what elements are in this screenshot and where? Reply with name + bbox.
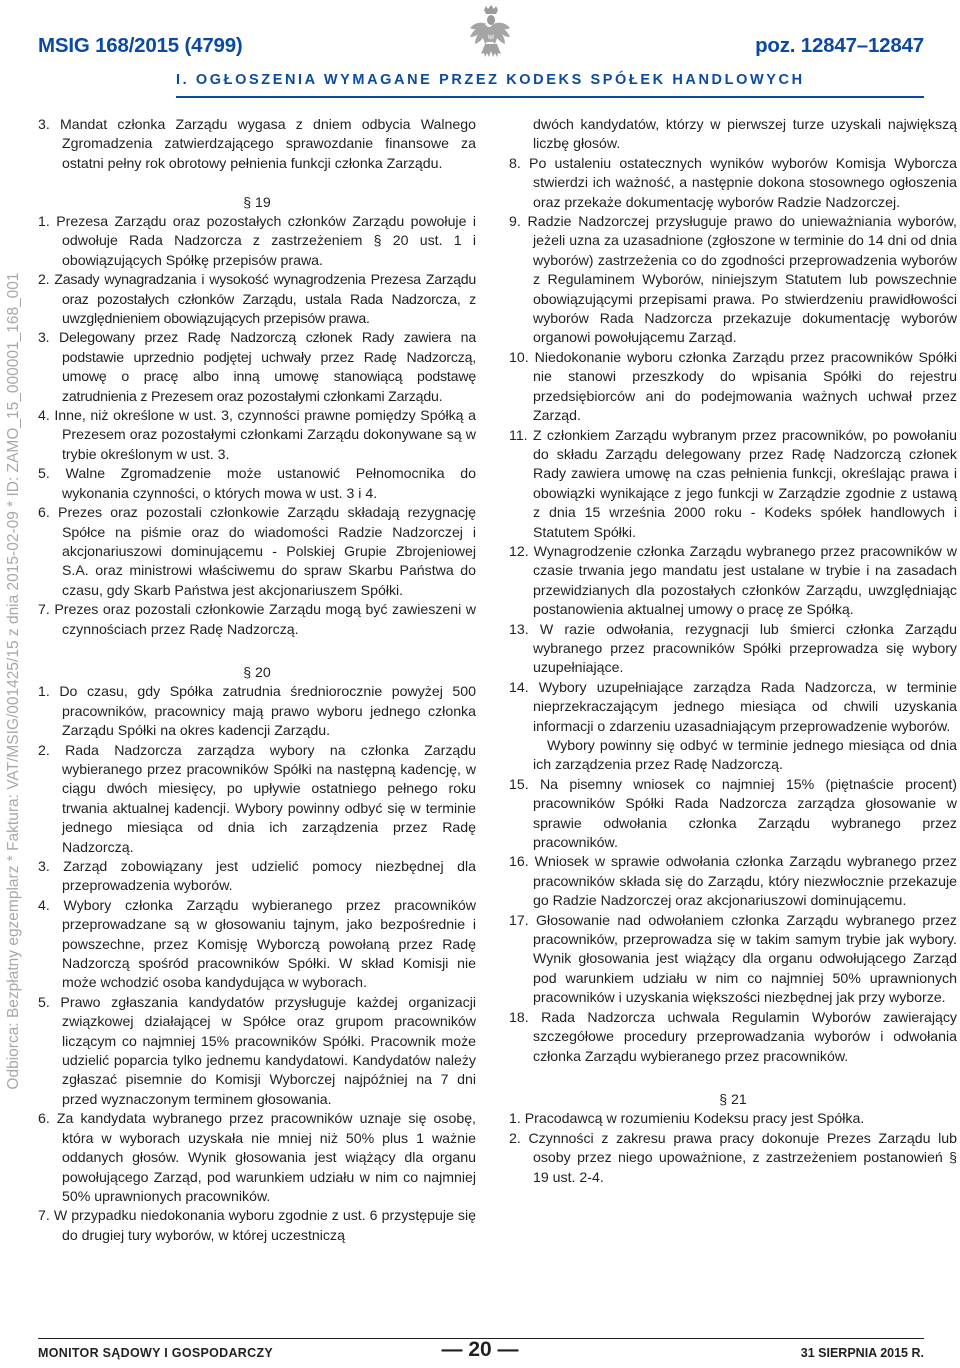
paragraph-20-7-continued: dwóch kandydatów, którzy w pierwszej turze uzyskali największą liczbę głosów. (533, 116, 957, 152)
polish-eagle-emblem-icon (468, 4, 514, 62)
paragraph-20-16: 16. Wniosek w sprawie odwołania członka Zarządu wybranego przez pracowników składa się do Zarządu, który niezwłocznie przekazuje go Radzie Nadzorczej oraz akcjonariuszowi dominującemu. (509, 853, 957, 909)
paragraph-19-2: 2. Zasady wynagradzania i wysokość wynagrodzenia Prezesa Zarządu oraz pozostałych członków Zarządu, ustala Rada Nadzorcza, z uwzględnieniem obowiązujących przepisów prawa. (38, 271, 476, 327)
section-heading-21: § 21 (719, 1090, 747, 1107)
paragraph-21-2: 2. Czynności z zakresu prawa pracy dokonuje Prezes Zarządu lub osoby przez niego upoważnione, z zastrzeżeniem postanowień § 19 ust. 2-4. (509, 1129, 957, 1185)
right-column (509, 115, 957, 1187)
section-heading-19: § 19 (243, 193, 271, 210)
paragraph-20-11: 11. Z członkiem Zarządu wybranym przez pracowników, po powołaniu do składu Zarządu delegowany przez Radę Nadzorczą członek Rady zawiera umowę na czas pełnienia funkcji, określając prawa i obowiązki wynikające z jego funkcji w Zarządzie zgodnie z ustawą z dnia 15 września 2000 roku - Kodeks spółek handlowych i Statutem Spółki. (509, 426, 957, 540)
header-divider (176, 96, 924, 98)
issue-date: 31 SIERPNIA 2015 R. (800, 1346, 924, 1360)
paragraph-20-4: 4. Wybory członka Zarządu wybieranego przez pracowników przeprowadzane są w głosowaniu tajnym, jako bezpośrednie i powszechne, przez Komisję Wyborczą powołaną przez Radę Nadzorczą spośród pracowników Spółki. W skład Komisji nie może wchodzić osoba kandydująca w wyborach. (38, 896, 476, 991)
paragraph-20-15: 15. Na pisemny wniosek co najmniej 15% (piętnaście procent) pracowników Spółki Rada Nadzorcza zarządza głosowanie w sprawie odwołania członka Zarządu wybranego przez pracowników. (509, 775, 957, 851)
paragraph-21-1: 1. Pracodawcą w rozumieniu Kodeksu pracy jest Spółka. (509, 1110, 865, 1127)
paragraph-20-14: 14. Wybory uzupełniające zarządza Rada Nadzorcza, w terminie nieprzekraczającym jednego miesiąca od chwili uzyskania informacji o zdarzeniu uzasadniającym przeprowadzenie wyborów. (509, 678, 957, 734)
journal-issue: MSIG 168/2015 (4799) (38, 34, 243, 57)
paragraph-20-18: 18. Rada Nadzorcza uchwala Regulamin Wyborów zawierający szczegółowe procedury przeprowadzania wyborów i odwołania członka Zarządu wybieranego przez pracowników. (509, 1008, 957, 1064)
section-title: I. OGŁOSZENIA WYMAGANE PRZEZ KODEKS SPÓŁEK HANDLOWYCH (176, 72, 805, 88)
paragraph-20-9: 9. Radzie Nadzorczej przysługuje prawo do unieważniania wyborów, jeżeli uzna za uzasadnione (zgłoszone w terminie do 14 dni od dnia wyborów) zastrzeżenia co do zgodności przeprowadzenia wyborów z Regulaminem Wyborów, niniejszym Statutem lub powszechnie obowiązującymi przepisami prawa. Po stwierdzeniu prawidłowości wyborów Rada Nadzorcza przekazuje dokumentację wyborów organowi powołującemu Zarząd. (509, 213, 957, 346)
paragraph-20-10: 10. Niedokonanie wyboru członka Zarządu przez pracowników Spółki nie stanowi przeszkody do wpisania Spółki do rejestru przedsiębiorców ani do podejmowania ważnych uchwał przez Zarząd. (509, 348, 957, 424)
paragraph-20-6: 6. Za kandydata wybranego przez pracowników uznaje się osobę, która w wyborach uzyskała nie mniej niż 50% plus 1 ważnie oddanych głosów. Wynik głosowania jest wiążący dla organu powołującego Zarząd, pod warunkiem udziału w nim co najmniej 50% uprawnionych pracowników. (38, 1110, 476, 1204)
paragraph-20-3: 3. Zarząd zobowiązany jest udzielić pomocy niezbędnej dla przeprowadzenia wyborów. (38, 858, 476, 894)
paragraph-19-5: 5. Walne Zgromadzenie może ustanowić Pełnomocnika do wykonania czynności, o których mowa w ust. 3 i 4. (38, 465, 476, 501)
left-column (38, 115, 476, 1245)
paragraph-20-12: 12. Wynagrodzenie członka Zarządu wybranego przez pracowników w czasie trwania jego mandatu jest ustalane w trybie i na zasadach przewidzianych dla pozostałych członków Zarządu, uwzględniając postanowienia aktualnej umowy o pracę ze Spółką. (509, 542, 957, 618)
paragraph-20-2: 2. Rada Nadzorcza zarządza wybory na członka Zarządu wybieranego przez pracowników Spółki na następną kadencję, w ciągu dwóch miesięcy, po upływie ostatniego pełnego roku trwania aktualnej kadencji. Wybory powinny odbyć się w terminie jednego miesiąca od dnia ich zarządzenia przez Radę Nadzorczą. (38, 741, 476, 855)
paragraph-19-3: 3. Delegowany przez Radę Nadzorczą członek Rady zawiera na podstawie uprzednio podjętej uchwały przez Radę Nadzorczą, umowę o pracę albo inną umowę stanowiącą podstawę zatrudnienia z Prezesem oraz pozostałymi członkami Zarządu. (38, 329, 476, 404)
publication-name: MONITOR SĄDOWY I GOSPODARCZY (38, 1346, 274, 1360)
recipient-watermark: Odbiorca: Bezpłatny egzemplarz * Faktura: VAT/MSIG/001425/15 z dnia 2015-02-09 * ID: ZAMO_15_000001_168_001 (5, 272, 22, 1090)
position-number: poz. 12847–12847 (755, 34, 924, 57)
paragraph-19-1: 1. Prezesa Zarządu oraz pozostałych członków Zarządu powołuje i odwołuje Rada Nadzorcza z zastrzeżeniem § 20 ust. 1 i obowiązujących Spółkę przepisów prawa. (38, 213, 476, 268)
paragraph-19-4: 4. Inne, niż określone w ust. 3, czynności prawne pomiędzy Spółką a Prezesem oraz pozostałymi członkami Zarządu dokonywane są w trybie określonym w ust. 3. (38, 407, 476, 462)
paragraph-20-13: 13. W razie odwołania, rezygnacji lub śmierci członka Zarządu wybranego przez pracowników Spółki przeprowadza się wybory uzupełniające. (509, 620, 957, 676)
paragraph-19-7: 7. Prezes oraz pozostali członkowie Zarządu mogą być zawieszeni w czynnościach przez Radę Nadzorczą. (38, 601, 476, 637)
page-number: — 20 — (441, 1338, 519, 1361)
paragraph-20-8: 8. Po ustaleniu ostatecznych wyników wyborów Komisja Wyborcza stwierdzi ich ważność, a następnie dokona stosownego ogłoszenia oraz przekaże dokumentację wyborów Radzie Nadzorczej. (509, 154, 957, 210)
paragraph-20-5: 5. Prawo zgłaszania kandydatów przysługuje każdej organizacji związkowej działającej w Spółce oraz grupom pracowników liczącym co najmniej 15% pracowników Spółki. Pracownik może udzielić poparcia tylko jednemu kandydatowi. Kandydatów należy zgłaszać pisemnie do Komisji Wyborczej najpóźniej na 7 dni przed wyznaczonym terminem głosowania. (38, 993, 476, 1107)
paragraph-19-6: 6. Prezes oraz pozostali członkowie Zarządu składają rezygnację Spółce na piśmie oraz do wiadomości Radzie Nadzorczej i akcjonariuszowi dominującemu - Polskiej Grupie Zbrojeniowej S.A. oraz ministrowi właściwemu do spraw Skarbu Państwa do czasu, gdy Skarb Państwa jest akcjonariuszem Spółki. (38, 504, 476, 598)
section-heading-20: § 20 (243, 663, 271, 680)
paragraph-20-14-second: Wybory powinny się odbyć w terminie jednego miesiąca od dnia ich zarządzenia przez Radę Nadzorczą. (533, 737, 957, 773)
paragraph-20-1: 1. Do czasu, gdy Spółka zatrudnia średniorocznie powyżej 500 pracowników, pracownicy mają prawo wyboru jednego członka Zarządu Spółki na okres kadencji Zarządu. (38, 683, 476, 739)
paragraph-20-7: 7. W przypadku niedokonania wyboru zgodnie z ust. 6 przystępuje się do drugiej tury wyborów, w której uczestniczą (38, 1207, 476, 1243)
paragraph-17-3: 3. Mandat członka Zarządu wygasa z dniem odbycia Walnego Zgromadzenia zatwierdzającego sprawozdanie finansowe za ostatni pełny rok obrotowy pełnienia funkcji członka Zarządu. (38, 116, 476, 171)
paragraph-20-17: 17. Głosowanie nad odwołaniem członka Zarządu wybranego przez pracowników, przeprowadza się w takim samym trybie jak wybory. Wynik głosowania jest wiążący dla organu odwołującego Zarząd pod warunkiem udziału w nim co najmniej 50% uprawnionych pracowników i uzyskania większości niezbędnej jak przy wyborze. (509, 911, 957, 1006)
